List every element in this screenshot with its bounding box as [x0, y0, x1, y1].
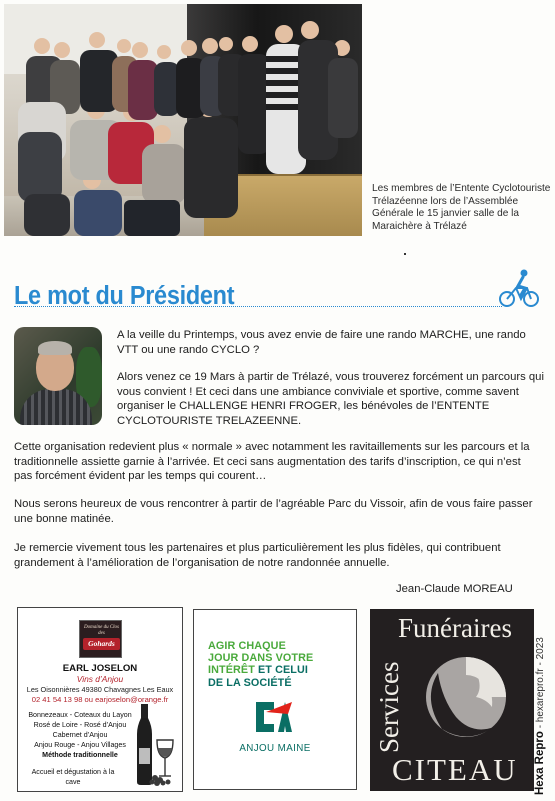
paragraph-1: A la veille du Printemps, vous avez envie de faire une rando MARCHE, une rando VTT ou une rando CYCLO ?: [117, 329, 526, 356]
joselon-logo-name: Gohards: [83, 638, 120, 650]
article-title: Le mot du Président: [14, 282, 235, 310]
ad-funeraires: [370, 609, 534, 791]
joselon-logo-top: Domaine du Clos des: [84, 625, 119, 636]
ca-brand: ANJOU MAINE: [239, 743, 311, 754]
paragraph-4: Nous serons heureux de vous rencontrer à partir de l’agréable Parc du Vissoir, afin de vous faire passer une bonne matinée.: [14, 498, 533, 525]
group-photo: [4, 4, 362, 236]
photo-caption: Les membres de l’Entente Cyclotouriste Trélazéenne lors de l’Assemblée Générale le 15 janvier salle de la Maraichère à Trélazé: [372, 183, 551, 232]
printer-credit: [534, 637, 546, 795]
paragraph-5: Je remercie vivement tous les partenaires et plus particulièrement les plus fidèles, qui contribuent grandement à l’amélioration de l’organisation de notre randonnée annuelle.: [14, 542, 501, 569]
cyclist-icon: [497, 268, 541, 308]
ad-credit-agricole: [193, 609, 357, 790]
title-dotted-rule: [14, 306, 502, 307]
paragraph-3: Cette organisation redevient plus « normale » avec notamment les ravitaillements sur les parcours et la traditionnelle assiette garnie à l’arrivée. Et ceci sans augmentation des tarifs d’inscription, ce qui n’est pas forcément évident par les temps qui courent…: [14, 441, 530, 483]
funeraires-word-side: Services: [374, 661, 404, 753]
president-photo: [14, 327, 102, 425]
joselon-logo: [79, 620, 122, 658]
printer-info: - hexarepro.fr - 2023: [535, 637, 546, 732]
wine-method: Méthode traditionnelle: [42, 750, 118, 759]
portrait-hair: [38, 341, 72, 355]
paragraph-2: Alors venez ce 19 Mars à partir de Trélazé, vous trouverez forcément un parcours qui vous convient ! Et ceci dans une ambiance conviviale et sportive, comme savent organiser le CHALLENGE HENRI FROGER, les bénévoles de l’ENTENTE CYCLOTOURISTE TRELAZEENNE.: [117, 371, 544, 427]
ca-slogan-part: ET CELUI: [258, 664, 308, 677]
wine-line: Bonnezeaux - Coteaux du Layon: [28, 711, 132, 719]
joselon-subtitle: Vins d’Anjou: [76, 674, 124, 684]
funeraires-word-top: Funéraires: [398, 613, 512, 643]
signature: Jean-Claude MOREAU: [396, 583, 513, 595]
stray-dot: [404, 253, 406, 255]
wine-line: Cabernet d’Anjou: [52, 730, 108, 739]
ad-joselon: [17, 607, 183, 792]
funeraires-emblem-icon: [408, 647, 518, 747]
joselon-address: Les Oisonnières 49380 Chavagnes Les Eaux: [26, 685, 174, 694]
funeraires-word-bottom: CITEAU: [392, 752, 518, 787]
credit-agricole-logo-icon: [252, 698, 296, 736]
joselon-wines: [28, 711, 132, 761]
ca-slogan-part: INTÉRÊT: [208, 664, 258, 677]
joselon-welcome: Accueil et dégustation à la cave: [31, 768, 115, 786]
wine-bottle-icon: [133, 704, 177, 786]
ca-slogan-line: JOUR DANS VOTRE: [208, 652, 314, 665]
wine-line: Anjou Rouge - Anjou Villages: [34, 740, 126, 749]
wine-line: Rosé de Loire - Rosé d’Anjou: [33, 720, 127, 729]
printer-brand: Hexa Repro: [534, 731, 546, 795]
ca-slogan-line: DE LA SOCIÉTÉ: [208, 676, 292, 689]
ca-slogan-line: [208, 664, 348, 676]
photo-people: [4, 4, 362, 236]
ca-slogan-line: AGIR CHAQUE: [208, 640, 286, 652]
ca-slogan: [208, 640, 348, 689]
joselon-name: EARL JOSELON: [62, 663, 138, 674]
joselon-phone: 02 41 54 13 98 ou earjoselon@orange.fr: [31, 695, 169, 704]
